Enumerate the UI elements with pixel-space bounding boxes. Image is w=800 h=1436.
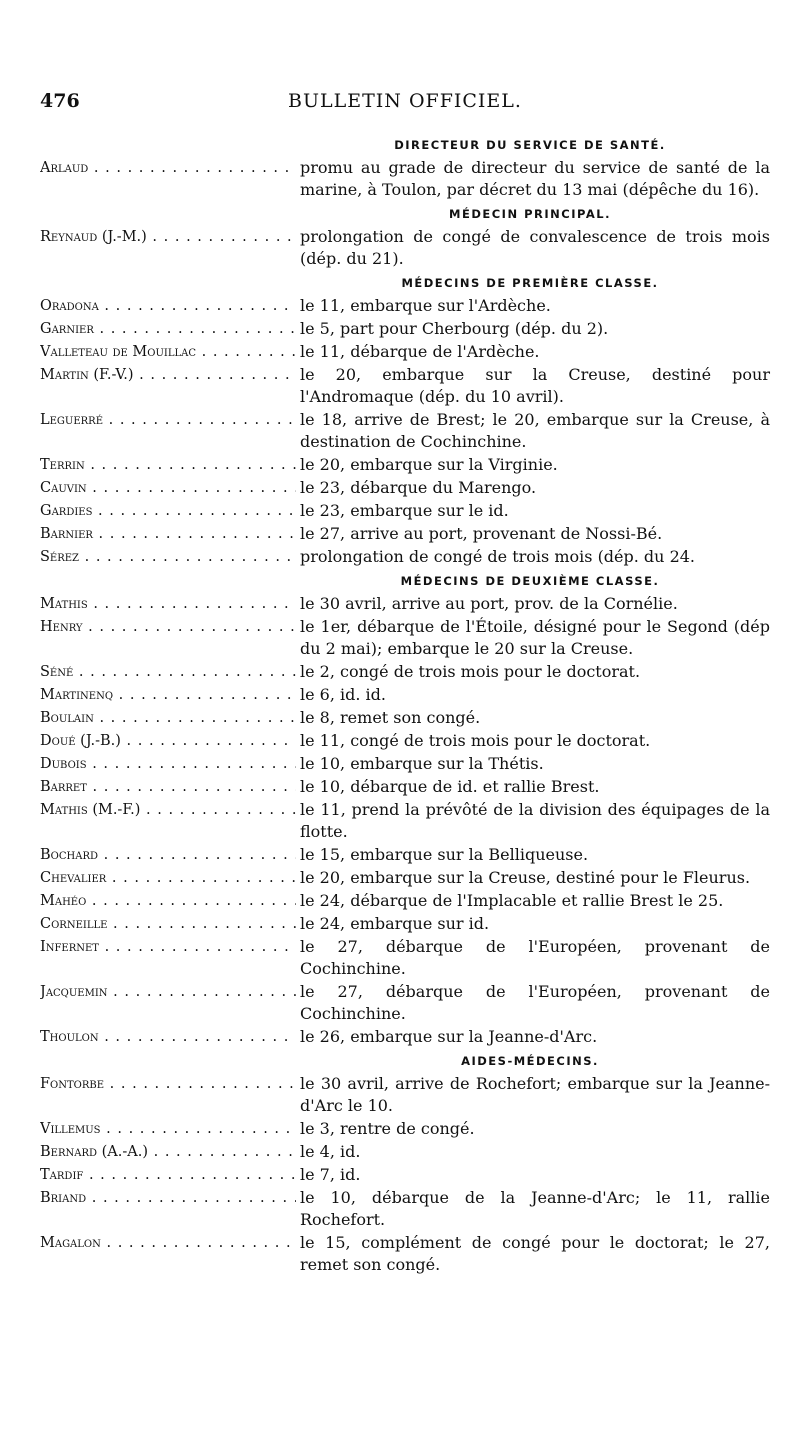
entry-name: Séné . . . <box>40 661 296 683</box>
entry-row <box>40 477 770 499</box>
entry-text: le 11, embarque sur l'Ardèche. <box>300 296 551 315</box>
entry-row <box>40 1141 770 1163</box>
entry-text: le 11, prend la prévôté de la division des équipages de la flotte. <box>300 800 770 841</box>
entry-text: le 27, arrive au port, provenant de Nossi-Bé. <box>300 524 663 543</box>
entry-text: le 24, embarque sur id. <box>300 914 490 933</box>
entry-name: Martin (F.-V.) . . . <box>40 364 296 386</box>
entry-name: Villemus . . . <box>40 1118 296 1140</box>
entry-name: Arlaud . . . <box>40 157 296 179</box>
entry-name: Tardif . . . <box>40 1164 296 1186</box>
entry-name: Reynaud (J.-M.) . . . <box>40 226 296 248</box>
entry-name: Bernard (A.-A.) . . . <box>40 1141 296 1163</box>
entry-text: le 8, remet son congé. <box>300 708 481 727</box>
entry-row <box>40 546 770 568</box>
entry-row <box>40 684 770 706</box>
entry-text: le 10, débarque de la Jeanne-d'Arc; le 11, rallie Rochefort. <box>300 1188 770 1229</box>
entry-name: Corneille . . . <box>40 913 296 935</box>
entry-text: le 27, débarque de l'Européen, provenant de Cochinchine. <box>300 982 770 1023</box>
entry-name: Oradona . . . <box>40 295 296 317</box>
entry-text: le 4, id. <box>300 1142 361 1161</box>
entry-text: le 11, débarque de l'Ardèche. <box>300 342 540 361</box>
entry-text: prolongation de congé de trois mois (dép. du 24. <box>300 547 696 566</box>
document-body <box>40 132 770 1277</box>
entry-row <box>40 500 770 522</box>
entry-name: Leguerré . . . <box>40 409 296 431</box>
entry-name: Barnier . . . <box>40 523 296 545</box>
section-title: DIRECTEUR DU SERVICE DE SANTÉ. <box>394 138 666 152</box>
section-title: MÉDECINS DE DEUXIÈME CLASSE. <box>400 574 660 588</box>
entry-name: Mathis . . . <box>40 593 296 615</box>
entry-text: promu au grade de directeur du service de santé de la marine, à Toulon, par décret du 13 mai (dépêche du 16). <box>300 158 770 199</box>
page-header <box>40 90 770 120</box>
entry-text: le 7, id. <box>300 1165 361 1184</box>
entry-name: Infernet . . . <box>40 936 296 958</box>
entry-text: le 1er, débarque de l'Étoile, désigné pour le Segond (dép du 2 mai); embarque le 20 sur la Creuse. <box>300 617 770 658</box>
entry-row <box>40 454 770 476</box>
entry-row <box>40 1187 770 1231</box>
entry-row <box>40 295 770 317</box>
entry-name: Chevalier . . . <box>40 867 296 889</box>
entry-row <box>40 364 770 408</box>
entry-text: le 5, part pour Cherbourg (dép. du 2). <box>300 319 609 338</box>
entry-row <box>40 318 770 340</box>
entry-name: Cauvin . . . <box>40 477 296 499</box>
entry-row <box>40 707 770 729</box>
entry-name: Gardies . . . <box>40 500 296 522</box>
entry-name: Terrin . . . <box>40 454 296 476</box>
entry-row <box>40 1164 770 1186</box>
section-title: MÉDECINS DE PREMIÈRE CLASSE. <box>401 276 659 290</box>
entry-name: Thoulon . . . <box>40 1026 296 1048</box>
entry-name: Barret . . . <box>40 776 296 798</box>
entry-name: Magalon . . . <box>40 1232 296 1254</box>
entry-row <box>40 1073 770 1117</box>
entry-row <box>40 867 770 889</box>
entry-name: Mahéo . . . <box>40 890 296 912</box>
entry-text: le 15, complément de congé pour le doctorat; le 27, remet son congé. <box>300 1233 770 1274</box>
entry-text: le 30 avril, arrive de Rochefort; embarque sur la Jeanne-d'Arc le 10. <box>300 1074 770 1115</box>
entry-name: Briand . . . <box>40 1187 296 1209</box>
entry-text: le 23, embarque sur le id. <box>300 501 509 520</box>
entry-text: le 30 avril, arrive au port, prov. de la Cornélie. <box>300 594 678 613</box>
page-number: 476 <box>40 90 80 112</box>
entry-text: le 20, embarque sur la Virginie. <box>300 455 558 474</box>
entry-text: le 11, congé de trois mois pour le doctorat. <box>300 731 651 750</box>
entry-row <box>40 341 770 363</box>
entry-name: Garnier . . . <box>40 318 296 340</box>
entry-row <box>40 776 770 798</box>
entry-row <box>40 1232 770 1276</box>
entry-row <box>40 913 770 935</box>
entry-name: Henry . . . <box>40 616 296 638</box>
entry-row <box>40 1026 770 1048</box>
entry-row <box>40 409 770 453</box>
entry-name: Boulain . . . <box>40 707 296 729</box>
entry-name: Sérez . . . <box>40 546 296 568</box>
entry-name: Fontorbe . . . <box>40 1073 296 1095</box>
entry-row <box>40 1118 770 1140</box>
entry-row <box>40 157 770 201</box>
entry-row <box>40 890 770 912</box>
entry-text: le 20, embarque sur la Creuse, destiné pour l'Andromaque (dép. du 10 avril). <box>300 365 770 406</box>
entry-text: le 26, embarque sur la Jeanne-d'Arc. <box>300 1027 598 1046</box>
entry-name: Doué (J.-B.) . . . <box>40 730 296 752</box>
entry-name: Martinenq . . . <box>40 684 296 706</box>
entry-row <box>40 226 770 270</box>
entry-row <box>40 844 770 866</box>
entry-text: le 3, rentre de congé. <box>300 1119 475 1138</box>
entry-text: le 24, débarque de l'Implacable et rallie Brest le 25. <box>300 891 724 910</box>
entry-text: prolongation de congé de convalescence de trois mois (dép. du 21). <box>300 227 770 268</box>
entry-text: le 18, arrive de Brest; le 20, embarque sur la Creuse, à destination de Cochinchine. <box>300 410 770 451</box>
entry-text: le 2, congé de trois mois pour le doctorat. <box>300 662 641 681</box>
running-title: BULLETIN OFFICIEL. <box>288 90 522 112</box>
entry-row <box>40 661 770 683</box>
entry-text: le 10, débarque de id. et rallie Brest. <box>300 777 600 796</box>
section-title: AIDES-MÉDECINS. <box>461 1054 599 1068</box>
entry-text: le 15, embarque sur la Belliqueuse. <box>300 845 589 864</box>
entry-row <box>40 523 770 545</box>
entry-row <box>40 799 770 843</box>
entry-name: Bochard . . . <box>40 844 296 866</box>
entry-row <box>40 730 770 752</box>
entry-text: le 20, embarque sur la Creuse, destiné pour le Fleurus. <box>300 868 751 887</box>
entry-name: Dubois . . . <box>40 753 296 775</box>
section-title: MÉDECIN PRINCIPAL. <box>449 207 611 221</box>
entry-name: Jacquemin . . . <box>40 981 296 1003</box>
entry-text: le 10, embarque sur la Thétis. <box>300 754 544 773</box>
entry-row <box>40 936 770 980</box>
entry-row <box>40 753 770 775</box>
entry-text: le 27, débarque de l'Européen, provenant de Cochinchine. <box>300 937 770 978</box>
entry-row <box>40 593 770 615</box>
entry-text: le 23, débarque du Marengo. <box>300 478 537 497</box>
entry-name: Mathis (M.-F.) . . . <box>40 799 296 821</box>
entry-text: le 6, id. id. <box>300 685 386 704</box>
entry-row <box>40 981 770 1025</box>
entry-row <box>40 616 770 660</box>
entry-name: Valleteau de Mouillac . . . <box>40 341 296 363</box>
